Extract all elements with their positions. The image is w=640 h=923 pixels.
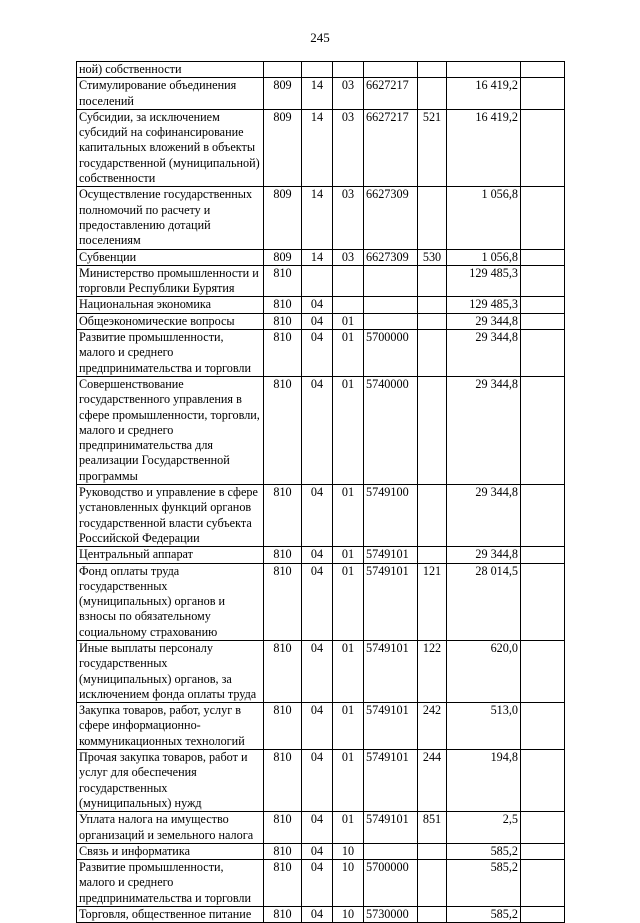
row-name-cell: Развитие промышленности, малого и среднего предпринимательства и торговли <box>77 860 264 907</box>
ministry-code-cell <box>264 62 302 78</box>
subsection-code-cell: 03 <box>333 109 364 186</box>
row-name-cell: Закупка товаров, работ, услуг в сфере информационно-коммуникационных технологий <box>77 703 264 750</box>
row-name-cell: Стимулирование объединения поселений <box>77 78 264 110</box>
table-row <box>77 109 565 186</box>
ministry-code-cell: 810 <box>264 265 302 297</box>
extra-amount-cell <box>521 860 565 907</box>
target-code-cell: 5749101 <box>364 812 418 844</box>
extra-amount-cell <box>521 187 565 249</box>
extra-amount-cell <box>521 78 565 110</box>
expense-code-cell <box>418 843 447 859</box>
subsection-code-cell: 01 <box>333 750 364 812</box>
table-row <box>77 860 565 907</box>
section-code-cell: 04 <box>302 860 333 907</box>
target-code-cell: 6627217 <box>364 109 418 186</box>
table-row <box>77 297 565 313</box>
extra-amount-cell <box>521 485 565 547</box>
amount-cell: 1 056,8 <box>447 187 521 249</box>
table-row <box>77 907 565 923</box>
expense-code-cell <box>418 62 447 78</box>
row-name-cell: Субвенции <box>77 249 264 265</box>
subsection-code-cell: 10 <box>333 907 364 923</box>
table-row <box>77 376 565 484</box>
section-code-cell: 04 <box>302 703 333 750</box>
extra-amount-cell <box>521 812 565 844</box>
row-name-cell: Развитие промышленности, малого и среднего предпринимательства и торговли <box>77 330 264 377</box>
ministry-code-cell: 810 <box>264 860 302 907</box>
amount-cell: 585,2 <box>447 843 521 859</box>
expense-code-cell: 851 <box>418 812 447 844</box>
ministry-code-cell: 810 <box>264 330 302 377</box>
section-code-cell: 04 <box>302 843 333 859</box>
row-name-cell: Национальная экономика <box>77 297 264 313</box>
expense-code-cell <box>418 187 447 249</box>
ministry-code-cell: 810 <box>264 703 302 750</box>
row-name-cell: Совершенствование государственного управления в сфере промышленности, торговли, малого и среднего предпринимательства для реализации Государственной программы <box>77 376 264 484</box>
ministry-code-cell: 810 <box>264 750 302 812</box>
table-row <box>77 750 565 812</box>
target-code-cell: 6627217 <box>364 78 418 110</box>
expense-code-cell <box>418 297 447 313</box>
section-code-cell: 04 <box>302 907 333 923</box>
budget-table <box>76 61 565 923</box>
extra-amount-cell <box>521 62 565 78</box>
ministry-code-cell: 810 <box>264 843 302 859</box>
subsection-code-cell: 01 <box>333 812 364 844</box>
section-code-cell: 14 <box>302 249 333 265</box>
amount-cell: 1 056,8 <box>447 249 521 265</box>
extra-amount-cell <box>521 376 565 484</box>
section-code-cell: 14 <box>302 78 333 110</box>
expense-code-cell: 122 <box>418 640 447 702</box>
target-code-cell: 5700000 <box>364 860 418 907</box>
amount-cell: 585,2 <box>447 860 521 907</box>
section-code-cell: 04 <box>302 750 333 812</box>
page-number: 245 <box>310 30 330 45</box>
subsection-code-cell: 01 <box>333 313 364 329</box>
target-code-cell: 6627309 <box>364 249 418 265</box>
row-name-cell: Общеэкономические вопросы <box>77 313 264 329</box>
ministry-code-cell: 810 <box>264 812 302 844</box>
table-row <box>77 485 565 547</box>
subsection-code-cell: 01 <box>333 330 364 377</box>
extra-amount-cell <box>521 563 565 640</box>
table-row <box>77 703 565 750</box>
table-row <box>77 78 565 110</box>
row-name-cell: Прочая закупка товаров, работ и услуг для обеспечения государственных (муниципальных) нужд <box>77 750 264 812</box>
extra-amount-cell <box>521 313 565 329</box>
subsection-code-cell: 03 <box>333 187 364 249</box>
ministry-code-cell: 810 <box>264 907 302 923</box>
ministry-code-cell: 810 <box>264 547 302 563</box>
row-name-cell: Министерство промышленности и торговли Республики Бурятия <box>77 265 264 297</box>
table-body <box>77 62 565 923</box>
expense-code-cell <box>418 547 447 563</box>
amount-cell: 194,8 <box>447 750 521 812</box>
amount-cell: 28 014,5 <box>447 563 521 640</box>
amount-cell: 29 344,8 <box>447 547 521 563</box>
expense-code-cell <box>418 330 447 377</box>
extra-amount-cell <box>521 703 565 750</box>
subsection-code-cell <box>333 297 364 313</box>
amount-cell: 2,5 <box>447 812 521 844</box>
extra-amount-cell <box>521 330 565 377</box>
extra-amount-cell <box>521 843 565 859</box>
target-code-cell: 5730000 <box>364 907 418 923</box>
target-code-cell <box>364 297 418 313</box>
section-code-cell: 04 <box>302 330 333 377</box>
target-code-cell <box>364 62 418 78</box>
expense-code-cell <box>418 78 447 110</box>
row-name-cell: Фонд оплаты труда государственных (муниципальных) органов и взносы по обязательному социальному страхованию <box>77 563 264 640</box>
target-code-cell <box>364 843 418 859</box>
ministry-code-cell: 809 <box>264 187 302 249</box>
target-code-cell: 5740000 <box>364 376 418 484</box>
section-code-cell: 04 <box>302 485 333 547</box>
amount-cell: 29 344,8 <box>447 330 521 377</box>
amount-cell: 16 419,2 <box>447 78 521 110</box>
section-code-cell: 14 <box>302 109 333 186</box>
target-code-cell: 5749101 <box>364 703 418 750</box>
ministry-code-cell: 810 <box>264 376 302 484</box>
table-row <box>77 812 565 844</box>
ministry-code-cell: 809 <box>264 109 302 186</box>
table-row <box>77 249 565 265</box>
row-name-cell: Осуществление государственных полномочий по расчету и предоставлению дотаций поселениям <box>77 187 264 249</box>
amount-cell: 129 485,3 <box>447 265 521 297</box>
section-code-cell: 04 <box>302 563 333 640</box>
ministry-code-cell: 810 <box>264 297 302 313</box>
expense-code-cell: 242 <box>418 703 447 750</box>
target-code-cell: 5749101 <box>364 750 418 812</box>
amount-cell: 585,2 <box>447 907 521 923</box>
section-code-cell: 04 <box>302 812 333 844</box>
section-code-cell: 04 <box>302 376 333 484</box>
subsection-code-cell: 01 <box>333 703 364 750</box>
target-code-cell <box>364 313 418 329</box>
section-code-cell: 04 <box>302 547 333 563</box>
target-code-cell: 5749101 <box>364 547 418 563</box>
table-row <box>77 265 565 297</box>
extra-amount-cell <box>521 907 565 923</box>
amount-cell: 620,0 <box>447 640 521 702</box>
table-row <box>77 547 565 563</box>
extra-amount-cell <box>521 547 565 563</box>
subsection-code-cell: 01 <box>333 640 364 702</box>
expense-code-cell <box>418 313 447 329</box>
table-row <box>77 330 565 377</box>
target-code-cell: 5700000 <box>364 330 418 377</box>
subsection-code-cell: 03 <box>333 249 364 265</box>
subsection-code-cell: 03 <box>333 78 364 110</box>
expense-code-cell: 530 <box>418 249 447 265</box>
row-name-cell: Иные выплаты персоналу государственных (муниципальных) органов, за исключением фонда оплаты труда <box>77 640 264 702</box>
section-code-cell: 14 <box>302 187 333 249</box>
section-code-cell: 04 <box>302 297 333 313</box>
subsection-code-cell: 10 <box>333 843 364 859</box>
table-row <box>77 313 565 329</box>
row-name-cell: Связь и информатика <box>77 843 264 859</box>
row-name-cell: Уплата налога на имущество организаций и земельного налога <box>77 812 264 844</box>
extra-amount-cell <box>521 640 565 702</box>
ministry-code-cell: 809 <box>264 249 302 265</box>
extra-amount-cell <box>521 265 565 297</box>
amount-cell: 29 344,8 <box>447 485 521 547</box>
subsection-code-cell <box>333 265 364 297</box>
section-code-cell: 04 <box>302 640 333 702</box>
amount-cell: 513,0 <box>447 703 521 750</box>
section-code-cell <box>302 62 333 78</box>
row-name-cell: Руководство и управление в сфере установленных функций органов государственной власти субъекта Российской Федерации <box>77 485 264 547</box>
ministry-code-cell: 810 <box>264 563 302 640</box>
row-name-cell: Субсидии, за исключением субсидий на софинансирование капитальных вложений в объекты государственной (муниципальной) собственности <box>77 109 264 186</box>
table-row <box>77 187 565 249</box>
ministry-code-cell: 810 <box>264 640 302 702</box>
expense-code-cell <box>418 907 447 923</box>
expense-code-cell <box>418 265 447 297</box>
subsection-code-cell: 01 <box>333 376 364 484</box>
subsection-code-cell: 01 <box>333 485 364 547</box>
row-name-cell: Торговля, общественное питание <box>77 907 264 923</box>
row-name-cell: Центральный аппарат <box>77 547 264 563</box>
section-code-cell: 04 <box>302 313 333 329</box>
expense-code-cell: 121 <box>418 563 447 640</box>
expense-code-cell: 521 <box>418 109 447 186</box>
amount-cell: 29 344,8 <box>447 376 521 484</box>
amount-cell: 16 419,2 <box>447 109 521 186</box>
amount-cell <box>447 62 521 78</box>
extra-amount-cell <box>521 750 565 812</box>
table-row <box>77 62 565 78</box>
subsection-code-cell: 10 <box>333 860 364 907</box>
ministry-code-cell: 810 <box>264 313 302 329</box>
table-row <box>77 640 565 702</box>
ministry-code-cell: 810 <box>264 485 302 547</box>
ministry-code-cell: 809 <box>264 78 302 110</box>
target-code-cell: 6627309 <box>364 187 418 249</box>
subsection-code-cell <box>333 62 364 78</box>
subsection-code-cell: 01 <box>333 563 364 640</box>
subsection-code-cell: 01 <box>333 547 364 563</box>
extra-amount-cell <box>521 249 565 265</box>
expense-code-cell: 244 <box>418 750 447 812</box>
target-code-cell: 5749100 <box>364 485 418 547</box>
extra-amount-cell <box>521 297 565 313</box>
target-code-cell <box>364 265 418 297</box>
amount-cell: 129 485,3 <box>447 297 521 313</box>
expense-code-cell <box>418 860 447 907</box>
amount-cell: 29 344,8 <box>447 313 521 329</box>
table-row <box>77 843 565 859</box>
expense-code-cell <box>418 376 447 484</box>
table-row <box>77 563 565 640</box>
row-name-cell: ной) собственности <box>77 62 264 78</box>
target-code-cell: 5749101 <box>364 563 418 640</box>
expense-code-cell <box>418 485 447 547</box>
section-code-cell <box>302 265 333 297</box>
extra-amount-cell <box>521 109 565 186</box>
target-code-cell: 5749101 <box>364 640 418 702</box>
